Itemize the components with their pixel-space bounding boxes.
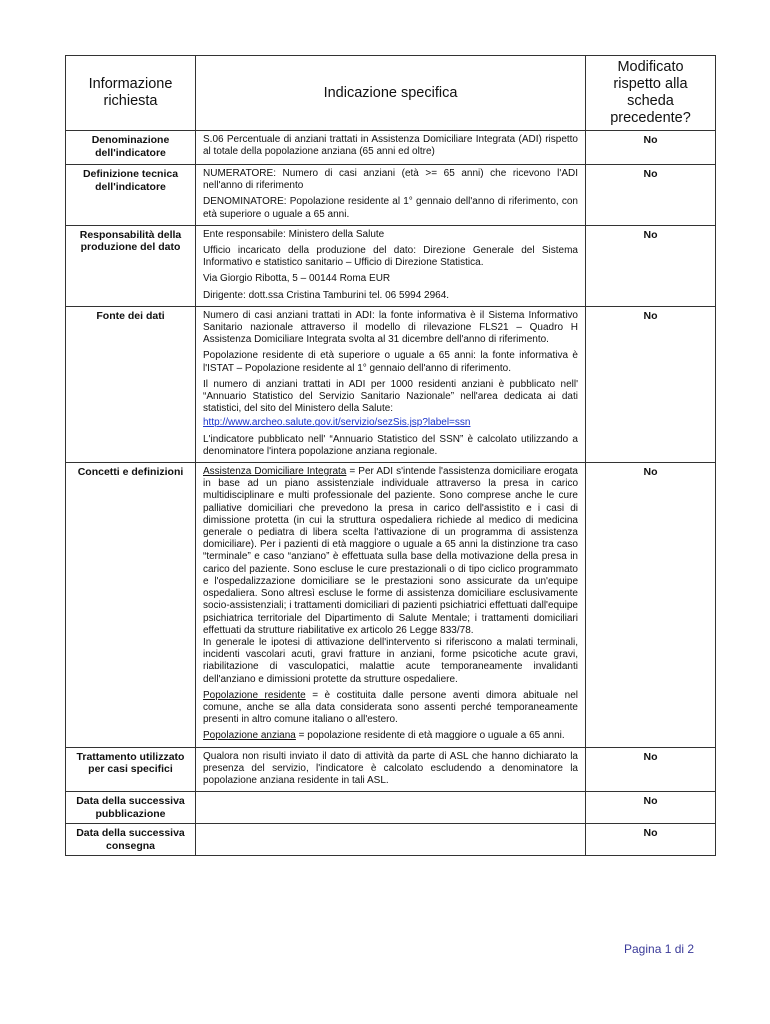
row-spec: [196, 225, 586, 306]
page-number: Pagina 1 di 2: [624, 942, 695, 956]
row-spec: [196, 747, 586, 792]
spec-paragraph: Ente responsabile: Ministero della Salute: [203, 228, 385, 240]
annuario-link[interactable]: http://www.archeo.salute.gov.it/servizio/sezSis.jsp?label=ssn: [203, 417, 471, 429]
modified-value: No: [586, 306, 716, 462]
adi-paragraph: [203, 466, 578, 637]
row-label: Concetti e definizioni: [66, 463, 196, 747]
row-consegna: [66, 824, 716, 856]
pop-term: Popolazione residente: [203, 689, 306, 701]
row-label: Data della successiva pubblicazione: [66, 792, 196, 824]
row-label: Definizione tecnica dell'indicatore: [66, 165, 196, 226]
spec-paragraph: Popolazione residente di età superiore o uguale a 65 anni: la fonte informativa è l'ISTAT – Popolazione residente al 1° gennaio dell'anno di riferimento.: [203, 350, 578, 374]
anz-term: Popolazione anziana: [203, 730, 296, 742]
spec-paragraph: Qualora non risulti inviato il dato di attività da parte di ASL che hanno dichiarato la presenza del servizio, l'indicatore è calcolato escludendo a denominatore la popolazione anziana residente in tali ASL.: [203, 750, 578, 786]
row-spec: [196, 306, 586, 462]
row-label: Trattamento utilizzato per casi specifici: [66, 747, 196, 792]
adi-definition: = Per ADI s'intende l'assistenza domiciliare erogata in base ad un piano assistenziale individuale attraverso la presa in carico multidisciplinare e multi professionale del paziente. Sono comprese anche le cure palliative domiciliari che prevedono la presa in carico dell'assistito e i casi di dimissione protetta (in cui la struttura ospedaliera richiede al medico di medicina generale o pediatra di libera scelta l'attivazione di un programma di assistenza domiciliare). Per i pazienti di età maggiore o uguale a 65 anni la distinzione tra caso “terminale” e caso “anziano” è effettuata sulla base della motivazione della presa in carico del paziente. Sono escluse le cure prestazionali o di tipo ciclico programmato e l'ospedalizzazione domiciliare se le prestazioni sono assicurate da un'equipe ospedaliera. Sono altresì escluse le forme di assistenza domiciliare esclusivamente socio-assistenziali; i trattamenti domiciliari di pazienti psichiatrici effettuati dall'equipe psichiatrica territoriale del Dipartimento di Salute Mentale; i trattamenti domiciliari effettuati da strutture riabilitative ex articolo 26 Legge 833/78.: [203, 466, 578, 636]
row-fonte: [66, 306, 716, 462]
spec-paragraph: Ufficio incaricato della produzione del dato: Direzione Generale del Sistema Informativo e statistico sanitario – Ufficio di Direzione Statistica.: [203, 245, 578, 269]
row-label: Fonte dei dati: [66, 306, 196, 462]
link-paragraph: [203, 417, 578, 429]
adi-term: Assistenza Domiciliare Integrata: [203, 466, 347, 478]
pop-definition: = è costituita dalle persone aventi dimora abituale nel comune, anche se alla data considerata sono assenti perché temporaneamente presenti in altro comune italiano o all'estero.: [203, 689, 578, 726]
row-definizione: [66, 165, 716, 226]
indicator-sheet-table: [65, 55, 716, 856]
anz-definition: = popolazione residente di età maggiore o uguale a 65 anni.: [295, 730, 565, 742]
modified-value: No: [586, 792, 716, 824]
row-label: Responsabilità della produzione del dato: [66, 225, 196, 306]
header-indicazione: Indicazione specifica: [196, 56, 586, 131]
pop-paragraph: [203, 690, 578, 727]
spec-paragraph: Numero di casi anziani trattati in ADI: la fonte informativa è il Sistema Informativo Sanitario nazionale attraverso il modello di rilevazione FLS21 – Quadro H Assistenza Domiciliare Integrata svolta al 31 dicembre dell'anno di riferimento.: [203, 309, 578, 346]
modified-value: No: [586, 463, 716, 747]
header-row: [66, 56, 716, 131]
spec-paragraph: L'indicatore pubblicato nell' “Annuario Statistico del SSN” è calcolato utilizzando a denominatore l'intera popolazione anziana regionale.: [203, 433, 578, 457]
header-informazione: Informazione richiesta: [66, 56, 196, 131]
row-spec-empty: [196, 792, 586, 824]
modified-value: No: [586, 225, 716, 306]
row-trattamento: [66, 747, 716, 792]
spec-paragraph: NUMERATORE: Numero di casi anziani (età >= 65 anni) che ricevono l'ADI nell'anno di riferimento: [203, 168, 578, 192]
adi-paragraph-2: In generale le ipotesi di attivazione dell'intervento si riferiscono a malati terminali, incidenti vascolari acuti, gravi fratture in anziani, forme psicotiche acute gravi, riabilitazione di vasculopatici, malattie acute temporaneamente invalidanti dell'anziano e dimissioni protette da strutture ospedaliere.: [203, 636, 578, 685]
spec-paragraph: Dirigente: dott.ssa Cristina Tamburini tel. 06 5994 2964.: [203, 289, 450, 301]
row-denominazione: [66, 131, 716, 165]
row-pubblicazione: [66, 792, 716, 824]
spec-paragraph: DENOMINATORE: Popolazione residente al 1° gennaio dell'anno di riferimento, con età superiore o uguale a 65 anni.: [203, 196, 578, 220]
modified-value: No: [586, 747, 716, 792]
header-modificato: Modificato rispetto alla scheda precedente?: [586, 56, 716, 131]
modified-value: No: [586, 824, 716, 856]
row-spec: [196, 165, 586, 226]
row-spec: [196, 131, 586, 165]
spec-paragraph: Via Giorgio Ribotta, 5 – 00144 Roma EUR: [203, 273, 391, 285]
spec-paragraph: Il numero di anziani trattati in ADI per 1000 residenti anziani è pubblicato nell' “Annuario Statistico del Servizio Sanitario Nazionale” nell'area dedicata ai dati statistici, del sito del Ministero della Salute:: [203, 378, 578, 415]
row-responsabilita: [66, 225, 716, 306]
row-spec-empty: [196, 824, 586, 856]
row-concetti: [66, 463, 716, 747]
spec-paragraph: S.06 Percentuale di anziani trattati in Assistenza Domiciliare Integrata (ADI) rispetto al totale della popolazione anziana (65 anni ed oltre): [203, 134, 578, 158]
modified-value: No: [586, 165, 716, 226]
row-spec: [196, 463, 586, 747]
modified-value: No: [586, 131, 716, 165]
row-label: Denominazione dell'indicatore: [66, 131, 196, 165]
row-label: Data della successiva consegna: [66, 824, 196, 856]
anz-paragraph: [203, 730, 578, 742]
